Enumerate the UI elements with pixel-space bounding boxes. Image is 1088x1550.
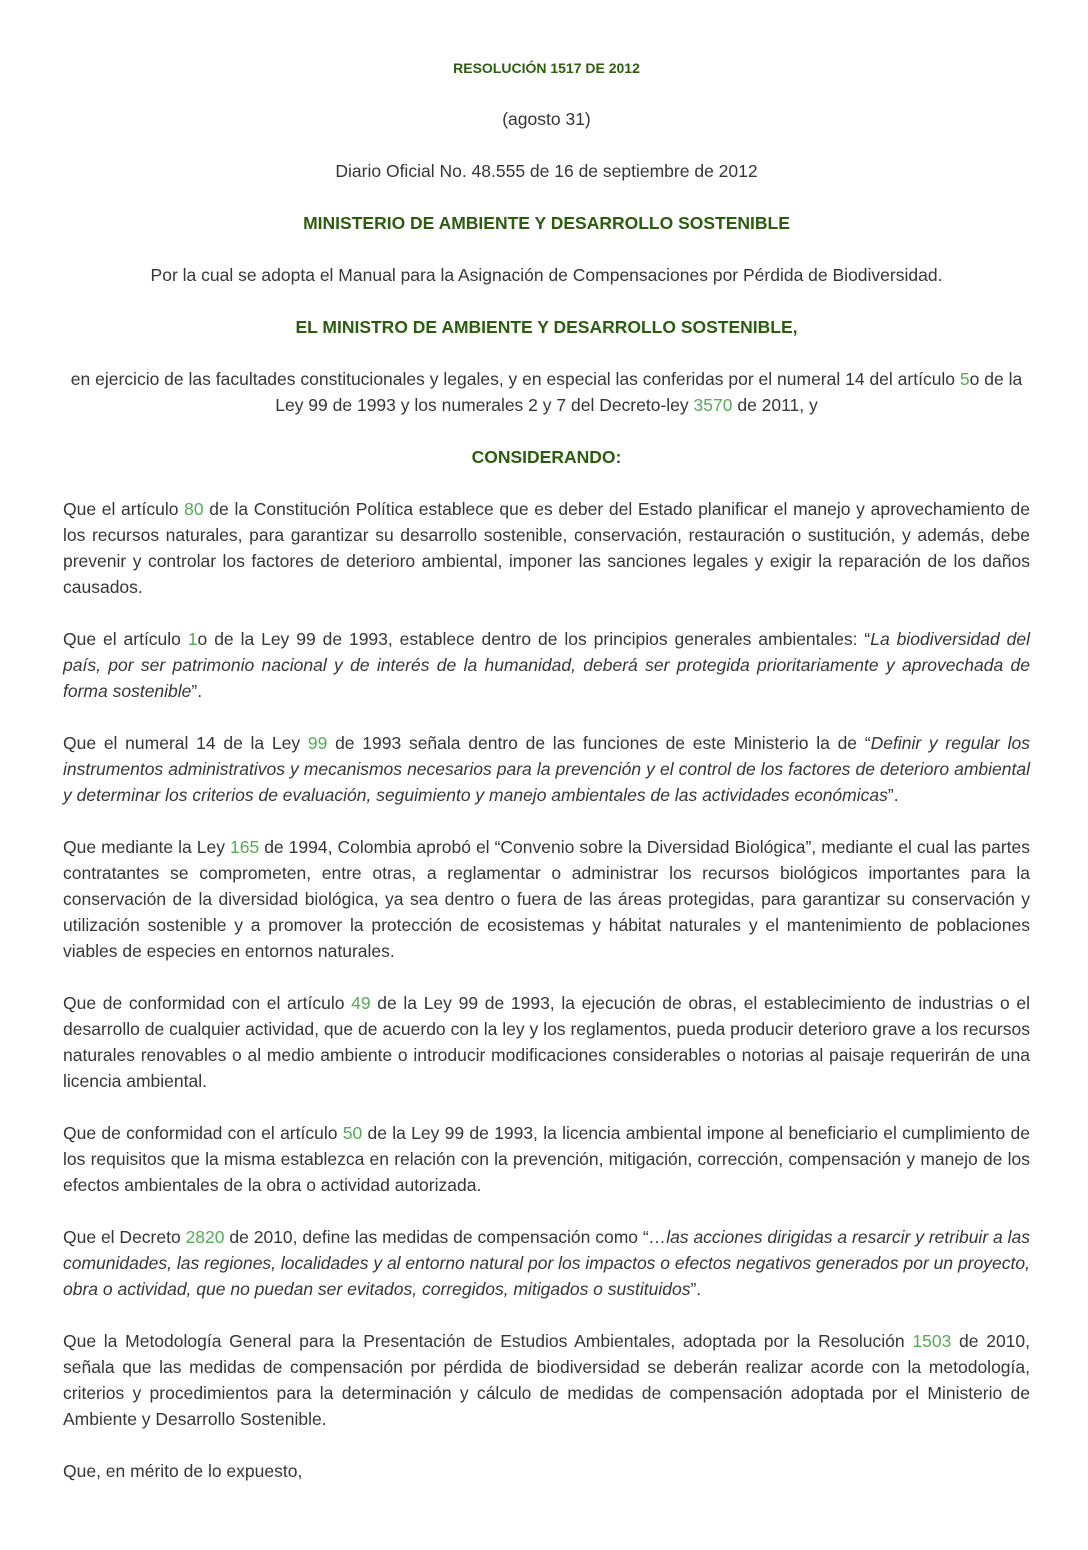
minister-heading: EL MINISTRO DE AMBIENTE Y DESARROLLO SOSTENIBLE,: [295, 317, 798, 337]
body-paragraph: Que de conformidad con el artículo 49 de la Ley 99 de 1993, la ejecución de obras, el establecimiento de industrias o el desarrollo de cualquier actividad, que de acuerdo con la ley y los reglamentos, pueda producir deterioro grave a los recursos naturales renovables o al medio ambiente o introducir modificaciones considerables o notorias al paisaje requerirán de una licencia ambiental.: [63, 993, 1030, 1091]
law-reference-link[interactable]: 5: [959, 369, 970, 389]
law-reference-link[interactable]: 3570: [693, 395, 733, 415]
considering-paragraphs: [63, 496, 1030, 1484]
resolution-title: RESOLUCIÓN 1517 DE 2012: [453, 60, 640, 76]
preamble-paragraph: en ejercicio de las facultades constitucionales y legales, y en especial las conferidas por el numeral 14 del artículo 5o de la Ley 99 de 1993 y los numerales 2 y 7 del Decreto-ley 3570 de 2011, y: [70, 369, 1023, 415]
law-reference-link[interactable]: 99: [307, 733, 328, 753]
law-reference-link[interactable]: 80: [184, 499, 204, 519]
law-reference-link[interactable]: 49: [351, 993, 371, 1013]
quoted-italic-text: Definir y regular los instrumentos administrativos y mecanismos necesarios para la prevención y el control de los factores de deterioro ambiental y determinar los criterios de evaluación, seguimiento y manejo ambientales de las actividades económicas: [63, 733, 1030, 805]
law-reference-link[interactable]: 50: [342, 1123, 363, 1143]
body-paragraph: Que, en mérito de lo expuesto,: [63, 1461, 303, 1481]
quoted-italic-text: La biodiversidad del país, por ser patrimonio nacional y de interés de la humanidad, deberá ser protegida prioritariamente y aprovechada de forma sostenible: [63, 629, 1030, 701]
considering-heading: CONSIDERANDO:: [471, 447, 622, 467]
law-reference-link[interactable]: 1: [187, 629, 198, 649]
body-paragraph: Que el numeral 14 de la Ley 99 de 1993 señala dentro de las funciones de este Ministerio la de “Definir y regular los instrumentos administrativos y mecanismos necesarios para la prevención y el control de los factores de deterioro ambiental y determinar los criterios de evaluación, seguimiento y manejo ambientales de las actividades económicas”.: [63, 733, 1030, 805]
quoted-italic-text: …las acciones dirigidas a resarcir y retribuir a las comunidades, las regiones, localidades y al entorno natural por los impactos o efectos negativos generados por un proyecto, obra o actividad, que no puedan ser evitados, corregidos, mitigados o sustituidos: [63, 1227, 1030, 1299]
body-paragraph: Que el artículo 80 de la Constitución Política establece que es deber del Estado planificar el manejo y aprovechamiento de los recursos naturales, para garantizar su desarrollo sostenible, conservación, restauración o sustitución, y además, debe prevenir y controlar los factores de deterioro ambiental, imponer las sanciones legales y exigir la reparación de los daños causados.: [63, 499, 1030, 597]
subject-line: Por la cual se adopta el Manual para la Asignación de Compensaciones por Pérdida de Biodiversidad.: [150, 265, 943, 285]
gazette-line: Diario Oficial No. 48.555 de 16 de septiembre de 2012: [335, 161, 758, 181]
law-reference-link[interactable]: 1503: [912, 1331, 952, 1351]
body-paragraph: Que mediante la Ley 165 de 1994, Colombia aprobó el “Convenio sobre la Diversidad Biológica”, mediante el cual las partes contratantes se comprometen, entre otras, a reglamentar o administrar los recursos biológicos importantes para la conservación de la diversidad biológica, ya sea dentro o fuera de las áreas protegidas, para garantizar su conservación y utilización sostenible y a promover la protección de ecosistemas y hábitat naturales y el mantenimiento de poblaciones viables de especies en entornos naturales.: [63, 837, 1030, 961]
date-line: (agosto 31): [502, 109, 591, 129]
law-reference-link[interactable]: 165: [229, 837, 260, 857]
body-paragraph: Que el Decreto 2820 de 2010, define las medidas de compensación como “…las acciones dirigidas a resarcir y retribuir a las comunidades, las regiones, localidades y al entorno natural por los impactos o efectos negativos generados por un proyecto, obra o actividad, que no puedan ser evitados, corregidos, mitigados o sustituidos”.: [63, 1227, 1030, 1299]
body-paragraph: Que el artículo 1o de la Ley 99 de 1993, establece dentro de los principios generales ambientales: “La biodiversidad del país, por ser patrimonio nacional y de interés de la humanidad, deberá ser protegida prioritariamente y aprovechada de forma sostenible”.: [63, 629, 1030, 701]
law-reference-link[interactable]: 2820: [185, 1227, 225, 1247]
body-paragraph: Que la Metodología General para la Presentación de Estudios Ambientales, adoptada por la Resolución 1503 de 2010, señala que las medidas de compensación por pérdida de biodiversidad se deberán realizar acorde con la metodología, criterios y procedimientos para la determinación y cálculo de medidas de compensación adoptada por el Ministerio de Ambiente y Desarrollo Sostenible.: [63, 1331, 1031, 1429]
body-paragraph: Que de conformidad con el artículo 50 de la Ley 99 de 1993, la licencia ambiental impone al beneficiario el cumplimiento de los requisitos que la misma establezca en relación con la prevención, mitigación, corrección, compensación y manejo de los efectos ambientales de la obra o actividad autorizada.: [63, 1123, 1030, 1195]
ministry-heading: MINISTERIO DE AMBIENTE Y DESARROLLO SOSTENIBLE: [303, 213, 790, 233]
